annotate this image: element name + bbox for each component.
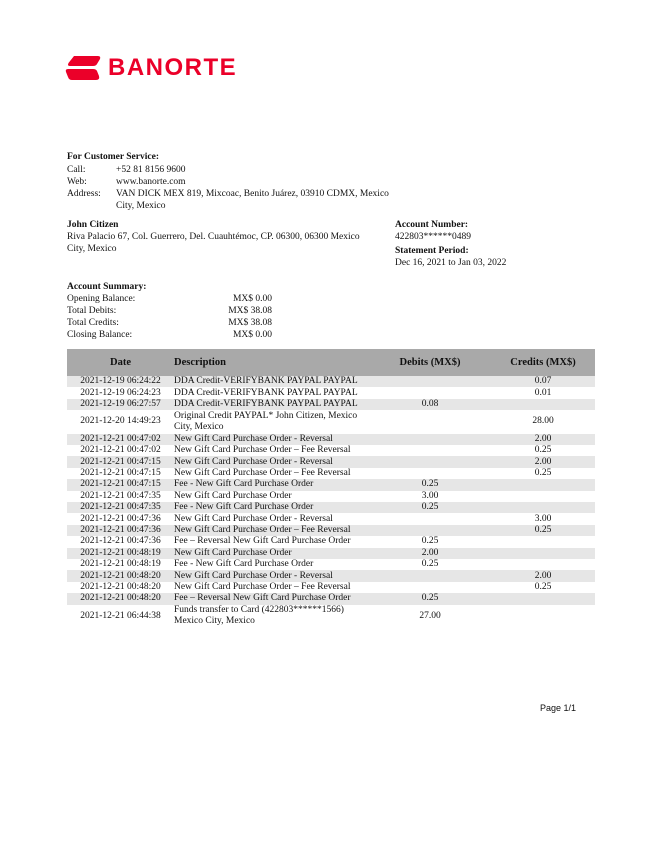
summary-key: Closing Balance:	[67, 330, 133, 340]
account-block	[395, 219, 506, 269]
cell-description: Fee - New Gift Card Purchase Order	[174, 559, 314, 570]
cell-debit	[369, 525, 491, 536]
cell-credit: 2.00	[491, 456, 595, 467]
cell-credit	[491, 399, 595, 410]
banorte-logo	[64, 54, 237, 82]
cell-credit	[491, 536, 595, 547]
cell-date: 2021-12-21 00:48:19	[67, 548, 174, 559]
cell-date: 2021-12-21 00:48:19	[80, 559, 161, 570]
cell-description: Fee - New Gift Card Purchase Order	[174, 479, 369, 490]
cell-debit: 0.25	[421, 536, 439, 547]
cell-debit: 0.08	[369, 399, 491, 410]
summary-title: Account Summary:	[67, 282, 147, 292]
cell-description: New Gift Card Purchase Order	[174, 490, 292, 501]
cell-date: 2021-12-21 00:47:36	[80, 513, 161, 524]
cell-credit	[491, 502, 595, 513]
cell-description: New Gift Card Purchase Order - Reversal	[174, 513, 333, 524]
customer-address: Riva Palacio 67, Col. Guerrero, Del. Cuauhtémoc, CP. 06300, 06300 Mexico City, Mexico	[67, 232, 360, 254]
cs-call-label: Call:	[67, 165, 86, 175]
table-row	[67, 559, 595, 570]
cell-date: 2021-12-21 06:44:38	[80, 610, 161, 621]
summary-row	[67, 305, 272, 317]
cell-credit: 28.00	[532, 416, 554, 427]
cell-description: DDA Credit-VERIFYBANK PAYPAL PAYPAL	[174, 376, 369, 387]
table-row	[67, 525, 595, 536]
summary-row	[67, 317, 272, 329]
cell-debit	[369, 456, 491, 467]
cell-debit	[369, 445, 491, 456]
cell-credit: 0.25	[491, 525, 595, 536]
cell-date: 2021-12-21 00:47:15	[80, 468, 161, 479]
cs-call-value: +52 81 8156 9600	[116, 165, 186, 175]
table-row	[67, 593, 595, 604]
account-number-label: Account Number:	[395, 220, 469, 230]
cell-description: New Gift Card Purchase Order – Fee Reversal	[174, 445, 351, 456]
cell-debit: 0.25	[421, 559, 439, 570]
cell-debit: 3.00	[421, 490, 439, 501]
table-row	[67, 387, 595, 398]
cell-date: 2021-12-19 06:27:57	[67, 399, 174, 410]
customer-block	[67, 219, 377, 255]
table-header-row	[67, 349, 595, 376]
cell-credit: 3.00	[534, 513, 552, 524]
table-row	[67, 456, 595, 467]
cell-debit: 0.25	[369, 479, 491, 490]
table-row	[67, 570, 595, 581]
table-row	[67, 399, 595, 410]
table-row	[67, 513, 595, 524]
cell-debit	[369, 410, 491, 434]
table-row	[67, 605, 595, 629]
table-row	[67, 502, 595, 513]
cell-debit: 0.25	[369, 593, 491, 604]
table-row	[67, 445, 595, 456]
cell-date: 2021-12-19 06:24:23	[80, 387, 161, 398]
summary-key: Total Debits:	[67, 306, 117, 316]
cell-debit	[369, 434, 491, 445]
header-credits: Credits (MX$)	[491, 349, 595, 376]
table-row	[67, 468, 595, 479]
customer-service-title: For Customer Service:	[67, 152, 159, 162]
cell-credit	[491, 593, 595, 604]
cell-description: New Gift Card Purchase Order - Reversal	[174, 570, 369, 581]
cell-date: 2021-12-21 00:47:15	[67, 479, 174, 490]
cs-web-label: Web:	[67, 177, 87, 187]
cs-address-value: VAN DICK MEX 819, Mixcoac, Benito Juárez, 03910 CDMX, Mexico City, Mexico	[116, 189, 389, 211]
brand-name: BANORTE	[108, 54, 238, 81]
cell-debit: 0.25	[369, 502, 491, 513]
cell-credit	[491, 559, 595, 570]
cell-description: New Gift Card Purchase Order - Reversal	[174, 456, 369, 467]
cell-debit: 2.00	[369, 548, 491, 559]
account-summary	[67, 281, 272, 341]
cell-credit: 2.00	[491, 570, 595, 581]
cell-date: 2021-12-21 00:48:20	[80, 581, 161, 592]
table-row	[67, 376, 595, 387]
cell-date: 2021-12-20 14:49:23	[80, 416, 161, 427]
header-debits: Debits (MX$)	[369, 349, 491, 376]
summary-value: MX$ 0.00	[232, 330, 272, 340]
cell-credit: 0.25	[534, 468, 552, 479]
cell-date: 2021-12-21 00:47:35	[67, 502, 174, 513]
cell-description: New Gift Card Purchase Order – Fee Reversal	[174, 581, 351, 592]
table-row	[67, 582, 595, 593]
cell-description: Funds transfer to Card (422803******1566) Mexico City, Mexico	[174, 605, 344, 627]
cell-debit: 27.00	[419, 610, 441, 621]
table-row	[67, 479, 595, 490]
cell-description: DDA Credit-VERIFYBANK PAYPAL PAYPAL	[174, 387, 358, 398]
summary-key: Total Credits:	[67, 318, 119, 328]
cell-description: Fee – Reversal New Gift Card Purchase Order	[174, 536, 351, 547]
table-row	[67, 536, 595, 547]
cell-debit	[369, 468, 491, 479]
cell-date: 2021-12-21 00:47:02	[80, 445, 161, 456]
cell-description: Original Credit PAYPAL* John Citizen, Mexico City, Mexico	[174, 410, 358, 432]
summary-value: MX$ 38.08	[228, 318, 272, 328]
cell-date: 2021-12-21 00:47:35	[80, 490, 161, 501]
transactions-table	[67, 349, 595, 628]
banorte-wing-icon	[64, 55, 102, 81]
header-description: Description	[174, 349, 369, 376]
cell-credit: 0.01	[534, 387, 552, 398]
cell-debit	[369, 513, 491, 524]
cell-credit: 0.25	[534, 445, 552, 456]
cell-debit	[369, 570, 491, 581]
cell-description: Fee – Reversal New Gift Card Purchase Order	[174, 593, 369, 604]
summary-row	[67, 329, 272, 341]
header-date: Date	[67, 349, 174, 376]
cell-date: 2021-12-21 00:47:36	[80, 536, 161, 547]
cell-credit	[491, 605, 595, 629]
cell-date: 2021-12-21 00:47:02	[67, 434, 174, 445]
cs-web-value: www.banorte.com	[116, 177, 186, 187]
cell-debit	[369, 376, 491, 387]
cs-address-label: Address:	[67, 189, 101, 199]
cell-date: 2021-12-21 00:48:20	[67, 593, 174, 604]
cell-description: DDA Credit-VERIFYBANK PAYPAL PAYPAL	[174, 399, 369, 410]
summary-row	[67, 293, 272, 305]
cell-date: 2021-12-21 00:48:20	[67, 570, 174, 581]
table-row	[67, 410, 595, 434]
table-row	[67, 548, 595, 559]
summary-key: Opening Balance:	[67, 294, 136, 304]
summary-value: MX$ 38.08	[228, 306, 272, 316]
cell-credit: 0.25	[534, 581, 552, 592]
page-number: Page 1/1	[540, 703, 577, 713]
cell-credit	[491, 491, 595, 502]
cell-credit: 0.07	[491, 376, 595, 387]
cell-date: 2021-12-21 00:47:15	[67, 456, 174, 467]
cell-debit	[369, 387, 491, 398]
cell-date: 2021-12-21 00:47:36	[67, 525, 174, 536]
cell-description: New Gift Card Purchase Order – Fee Reversal	[174, 468, 351, 479]
cell-description: Fee - New Gift Card Purchase Order	[174, 502, 369, 513]
cell-description: New Gift Card Purchase Order	[174, 548, 369, 559]
cell-description: New Gift Card Purchase Order – Fee Reversal	[174, 525, 369, 536]
account-number: 422803******0489	[395, 232, 471, 242]
cell-credit	[491, 479, 595, 490]
table-row	[67, 434, 595, 445]
statement-period-label: Statement Period:	[395, 246, 469, 256]
summary-value: MX$ 0.00	[232, 294, 272, 304]
table-row	[67, 491, 595, 502]
cell-debit	[369, 582, 491, 593]
cell-description: New Gift Card Purchase Order - Reversal	[174, 434, 369, 445]
cell-date: 2021-12-19 06:24:22	[67, 376, 174, 387]
transactions-body	[67, 376, 595, 628]
cell-credit	[491, 548, 595, 559]
customer-name: John Citizen	[67, 220, 119, 230]
statement-period: Dec 16, 2021 to Jan 03, 2022	[395, 258, 507, 268]
cell-credit: 2.00	[491, 434, 595, 445]
